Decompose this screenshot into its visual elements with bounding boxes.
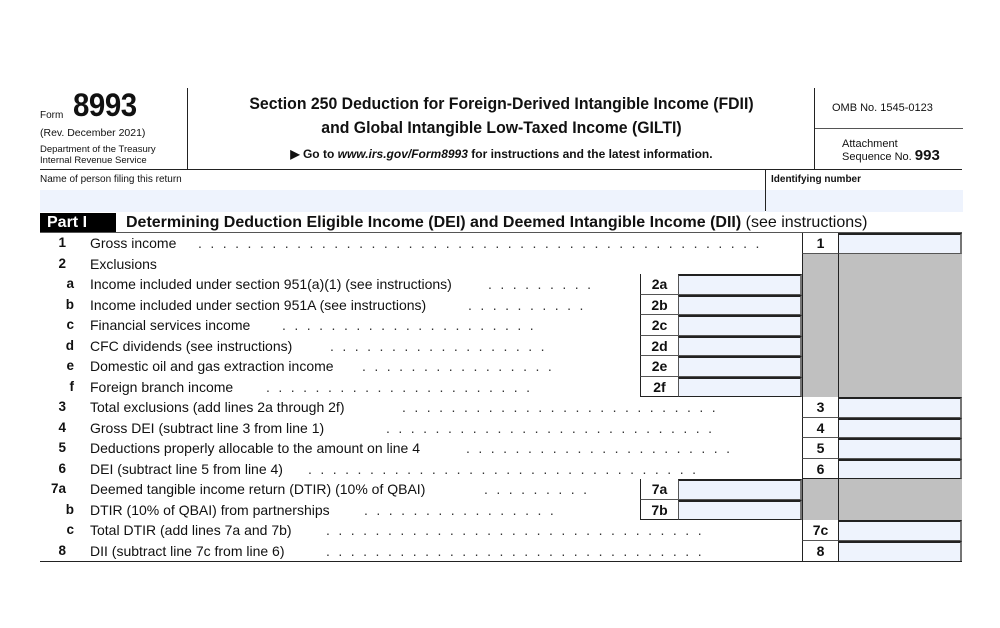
form-id-block <box>40 88 188 169</box>
line-1-amount-input[interactable] <box>838 233 962 254</box>
leader-dots: .................. <box>330 337 554 354</box>
form-word: Form <box>40 110 64 121</box>
goto-suffix: for instructions and the latest information. <box>467 147 713 161</box>
line-label: Income included under section 951(a)(1) (see instructions) <box>90 276 452 292</box>
line-3-amount-input[interactable] <box>838 397 962 418</box>
line-7b <box>40 500 962 521</box>
line-label: DTIR (10% of QBAI) from partnerships <box>90 501 330 518</box>
leader-dots: ...................... <box>266 378 539 395</box>
part-1-title-bold: Determining Deduction Eligible Income (DEI) and Deemed Intangible Income (DII) <box>126 214 742 231</box>
form-header <box>40 88 962 170</box>
line-number: 1 <box>58 235 66 250</box>
goto-prefix: ▶ Go to <box>290 147 338 161</box>
line-box-label: 2c <box>640 315 678 336</box>
line-number: f <box>69 378 74 394</box>
line-number: e <box>66 358 74 373</box>
line-number: 8 <box>58 542 66 558</box>
line-6-amount-input[interactable] <box>838 459 962 480</box>
part-1-tag: Part I <box>40 213 116 232</box>
line-box-label: 2b <box>640 295 678 316</box>
sequence-number: 993 <box>914 147 940 164</box>
line-box-label: 7b <box>640 500 678 521</box>
line-box-label: 8 <box>802 541 838 562</box>
department-line2: Internal Revenue Service <box>40 155 147 166</box>
line-number: 3 <box>58 399 66 414</box>
line-label: Total exclusions (add lines 2a through 2f) <box>90 399 345 415</box>
line-label: Domestic oil and gas extraction income <box>90 358 334 374</box>
line-label: Income included under section 951A (see instructions) <box>90 296 427 313</box>
line-box-label: 2f <box>640 377 678 398</box>
line-2c-amount-input[interactable] <box>678 315 802 336</box>
line-number: 6 <box>58 460 66 476</box>
line-box-label: 3 <box>802 397 838 418</box>
line-2d <box>40 336 962 357</box>
filer-info-row <box>40 170 962 211</box>
line-5-amount-input[interactable] <box>838 438 962 459</box>
form-title-block <box>189 88 814 169</box>
line-label: Total DTIR (add lines 7a and 7b) <box>90 522 292 538</box>
line-2a-amount-input[interactable] <box>678 274 802 295</box>
identifying-number-label: Identifying number <box>771 174 861 185</box>
line-number: a <box>66 276 74 291</box>
line-2c <box>40 315 962 336</box>
leader-dots: ............................... <box>326 522 711 538</box>
leader-dots: ................................ <box>308 460 705 477</box>
line-7c <box>40 520 962 541</box>
line-5 <box>40 438 962 459</box>
line-label: Financial services income <box>90 317 251 333</box>
line-box-label: 2d <box>640 336 678 357</box>
part-1-lines <box>40 233 962 562</box>
line-label: Exclusions <box>90 255 157 272</box>
leader-dots: .......................... <box>402 399 725 415</box>
line-4 <box>40 418 962 439</box>
line-2a <box>40 274 962 295</box>
line-box-label: 7c <box>802 520 838 541</box>
line-2 <box>40 254 962 275</box>
line-number: b <box>65 501 74 517</box>
sequence-label: Sequence No. <box>842 151 912 163</box>
line-8 <box>40 541 962 563</box>
instructions-link-line <box>189 147 814 161</box>
line-2b <box>40 295 962 316</box>
leader-dots: .......... <box>468 296 592 313</box>
leader-dots: ............................... <box>326 542 711 559</box>
line-2b-amount-input[interactable] <box>678 295 802 316</box>
line-label: Deemed tangible income return (DTIR) (10% of QBAI) <box>90 481 426 497</box>
identifying-number-input[interactable] <box>766 190 963 212</box>
line-7a <box>40 479 962 500</box>
line-box-label: 5 <box>802 438 838 459</box>
line-2d-amount-input[interactable] <box>678 336 802 357</box>
attachment-label: Attachment <box>842 138 898 150</box>
part-1-title-suffix: (see instructions) <box>741 214 868 231</box>
line-2f <box>40 377 962 398</box>
line-box-label: 6 <box>802 459 838 480</box>
line-box-label: 2a <box>640 274 678 295</box>
title-line2: and Global Intangible Low-Taxed Income (GILTI) <box>321 118 682 137</box>
line-number: c <box>66 317 74 332</box>
form-title <box>211 92 792 140</box>
line-label: Gross income <box>90 235 177 251</box>
filer-name-label: Name of person filing this return <box>40 174 182 185</box>
line-number: c <box>66 522 74 537</box>
form-8993 <box>40 88 962 562</box>
department <box>40 144 156 166</box>
department-line1: Department of the Treasury <box>40 144 156 155</box>
line-box-label: 4 <box>802 418 838 439</box>
leader-dots: ................ <box>362 358 561 374</box>
revision-date: (Rev. December 2021) <box>40 127 146 139</box>
line-box-label: 2e <box>640 356 678 377</box>
line-number: d <box>65 337 74 353</box>
line-number: 2 <box>58 255 66 271</box>
filer-name-input[interactable] <box>40 190 765 212</box>
line-7a-amount-input[interactable] <box>678 479 802 500</box>
line-7b-amount-input[interactable] <box>678 500 802 521</box>
line-2f-amount-input[interactable] <box>678 377 802 398</box>
line-label: Foreign branch income <box>90 378 234 395</box>
form-number: 8993 <box>73 87 137 123</box>
omb-block <box>814 88 963 169</box>
leader-dots: ...................... <box>466 440 739 456</box>
line-8-amount-input[interactable] <box>838 541 962 562</box>
line-box-label: 1 <box>802 233 838 254</box>
line-1 <box>40 233 962 254</box>
line-7c-amount-input[interactable] <box>838 520 962 541</box>
line-label: Deductions properly allocable to the amount on line 4 <box>90 440 420 456</box>
identifying-number-cell <box>765 170 963 210</box>
attachment-sequence <box>815 129 963 163</box>
leader-dots: ......... <box>488 276 600 292</box>
leader-dots: ..................... <box>282 317 543 333</box>
leader-dots: ................ <box>364 501 563 518</box>
line-6 <box>40 459 962 480</box>
line-2e-amount-input[interactable] <box>678 356 802 377</box>
omb-number: OMB No. 1545-0123 <box>815 88 963 129</box>
line-4-amount-input[interactable] <box>838 418 962 439</box>
line-number: 5 <box>58 440 66 455</box>
line-label: Gross DEI (subtract line 3 from line 1) <box>90 419 325 436</box>
line-number: 4 <box>58 419 66 435</box>
leader-dots: .............................................. <box>198 235 768 251</box>
title-line1: Section 250 Deduction for Foreign-Derived Intangible Income (FDII) <box>249 94 754 113</box>
filer-name-cell <box>40 170 765 210</box>
part-1-header <box>40 211 962 233</box>
line-number: b <box>65 296 74 312</box>
line-label: CFC dividends (see instructions) <box>90 337 293 354</box>
line-label: DEI (subtract line 5 from line 4) <box>90 460 283 477</box>
leader-dots: ........................... <box>386 419 721 436</box>
line-label: DII (subtract line 7c from line 6) <box>90 542 285 559</box>
leader-dots: ......... <box>484 481 596 497</box>
line-3 <box>40 397 962 418</box>
part-1-title <box>126 212 867 233</box>
line-number: 7a <box>50 481 66 496</box>
line-box-label: 7a <box>640 479 678 500</box>
irs-url-link[interactable]: www.irs.gov/Form8993 <box>337 147 468 161</box>
line-2e <box>40 356 962 377</box>
